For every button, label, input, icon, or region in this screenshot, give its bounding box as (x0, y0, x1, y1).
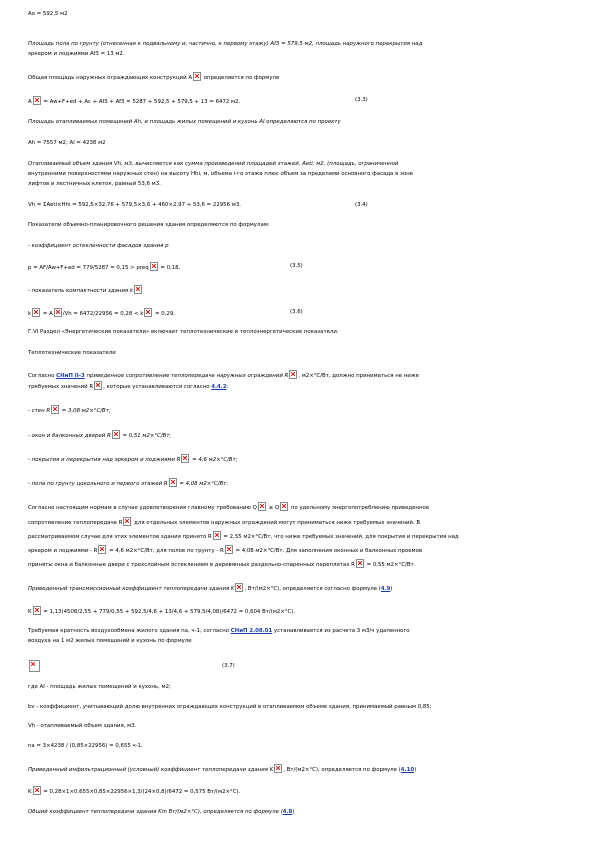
text: Площадь пола по грунту (отнесенная к подвальному и, частично, к первому этажу) Af3 = 579,5 м2, площадь наружного перекрытия над (28, 41, 423, 47)
broken-image-icon (33, 786, 41, 795)
text: приняты окна и балконные двери с трехслойным остеклением в деревянных раздельно-спаренных переплетах R (28, 562, 355, 568)
text: по удельному энергопотреблению приведенное (289, 505, 430, 511)
text: = Aw+F+ed + Ac + Af3 + Af3 = 5287 + 592,5 + 579,5 + 13 = 6472 м2. (41, 99, 241, 105)
text: = 3,08 м2×°С/Вт; (60, 408, 111, 414)
text-line (28, 559, 415, 569)
text: Площадь отапливаемых помещений Ah, и площадь жилых помещений и кухонь Al определяются по проекту (28, 119, 341, 125)
text: = 0,55 м2×°С/Вт. (364, 562, 416, 568)
text-line (28, 180, 161, 188)
text-line (28, 722, 136, 730)
broken-image-icon (112, 430, 120, 439)
broken-image-icon (51, 405, 59, 414)
text: сопротивление теплопередаче R (28, 520, 123, 526)
text: = 2,55 м2×°С/Вт, что ниже требуемых значений, для покрытия и перекрытия над (221, 534, 459, 540)
text: Vh - отапливаемый объем здания, м3. (28, 723, 137, 729)
broken-image-icon (193, 72, 201, 81)
text-line (28, 683, 171, 691)
text: = 1,13(4508/2,55 + 779/0,55 + 592,5/4,6 + 13/4,6 + 579,5/4,08)/6472 = 0,604 Вт/(м2×°С). (41, 609, 296, 615)
snip-2-08-01-link[interactable]: СНиП 2.08.01 (230, 628, 273, 634)
equation-line (28, 606, 295, 616)
text-line (28, 545, 422, 555)
snip-ii-3-link[interactable]: СНиП II-3 (56, 373, 85, 379)
broken-image-icon (181, 454, 189, 463)
equation-number: (3.6) (290, 309, 303, 315)
list-item (28, 430, 171, 440)
section-heading (28, 349, 116, 357)
text: Согласно (28, 373, 57, 379)
text: ≤ Q (266, 505, 280, 511)
text: bv - коэффициент, учитывающий долю внутренних ограждающих конструкций в отапливаемом объеме здания, принимаемый равным 0,85; (28, 704, 432, 710)
text: Теплотехнические показатели (28, 350, 116, 356)
text: /Vh = 6472/22956 = 0,28 < k (62, 311, 144, 317)
text: Vh = ΣAeti×Hhi = 592,5×32,76 + 579,5×3,6 + 460×2,97 + 53,6 = 22956 м3. (28, 202, 241, 208)
text-line (28, 764, 416, 774)
text: = A (41, 311, 53, 317)
text: - окон и балконных дверей R (28, 433, 111, 439)
text: определяется по формуле (202, 75, 280, 81)
formula-4-9-link[interactable]: 4.9 (380, 586, 391, 592)
text: устанавливается из расчета 3 м3/ч удаленного (272, 628, 410, 634)
broken-image-icon (32, 308, 40, 317)
broken-image-icon (29, 660, 40, 672)
equation-number: (3.4) (355, 202, 368, 208)
text-line (28, 10, 68, 18)
text: = 0,51 м2×°С/Вт; (120, 433, 172, 439)
text: - покрытия и перекрытия над эркером и лоджиями R (28, 457, 181, 463)
text: приведенное сопротивление теплопередаче наружных ограждений R (84, 373, 289, 379)
text: - пола по грунту цокольного и первого этажей R (28, 481, 168, 487)
text-line (28, 381, 228, 391)
formula-4-10-link[interactable]: 4.10 (400, 767, 415, 773)
text: Aо = 592,5 м2 (28, 11, 68, 17)
text: Согласно настоящим нормам в случае удовлетворения главному требованию Q (28, 505, 257, 511)
text-line (28, 328, 339, 336)
text: Ah = 7557 м2; Al = 4238 м2 (28, 140, 106, 146)
text: - показатель компактности здания k (28, 288, 133, 294)
list-item (28, 478, 228, 488)
equation-line (28, 262, 180, 272)
text-line (28, 170, 413, 178)
text: , м2×°С/Вт, должно приниматься не ниже (298, 373, 419, 379)
text: = 4,08 м2×°С/Вт. Для заполнения оконных и балконных проемов (233, 548, 423, 554)
equation-line (28, 308, 175, 318)
list-item (28, 454, 238, 464)
text: = 4,6 м2×°С/Вт, для полов по грунту - R (107, 548, 224, 554)
text-line (28, 160, 398, 168)
text: для отдельных элементов наружных ограждений могут приниматься ниже требуемых значений. В (132, 520, 421, 526)
broken-image-icon (33, 606, 41, 615)
text: эркером и лоджиями - R (28, 548, 98, 554)
text: Общий коэффициент теплопередачи здания Km Вт/(м2×°С), определяется по формуле ( (28, 809, 283, 815)
text-line (28, 627, 410, 635)
text: na = 3×4238 / (0,85×22956) = 0,655 ч-1. (28, 743, 143, 749)
text: внутренними поверхностями наружных стен) на высоту Hhi, м, объема i-го этажа плюс объем за пределами основного фасада в зоне (28, 171, 413, 177)
broken-image-icon (258, 502, 266, 511)
text-line (28, 502, 429, 512)
text: Отапливаемый объем здания Vh, м3, вычисляется как сумма произведений площадей этажей, Aeti, м2, (площадь, ограниченной (28, 161, 399, 167)
text: Приведенный трансмиссионный коэффициент теплопередачи здания K (28, 586, 235, 592)
text: - стен R (28, 408, 51, 414)
broken-image-icon (54, 308, 62, 317)
text-line (28, 370, 419, 380)
text: ) (414, 767, 417, 773)
text-line (28, 72, 279, 82)
text: = 0,18. (158, 265, 181, 271)
text: K (28, 609, 32, 615)
formula-4-8-link[interactable]: 4.8 (282, 809, 293, 815)
broken-image-icon (33, 96, 41, 105)
equation-line (28, 660, 41, 673)
equation-number: (3.5) (290, 263, 303, 269)
text: = 4,6 м2×°С/Вт; (190, 457, 238, 463)
text-line (28, 285, 143, 295)
broken-image-icon (94, 381, 102, 390)
text-line (28, 517, 420, 527)
broken-image-icon (150, 262, 158, 271)
text: k (28, 311, 32, 317)
broken-image-icon (289, 370, 297, 379)
text: требуемых значений R (28, 384, 94, 390)
text: - коэффициент остекленности фасадов здания p (28, 243, 169, 249)
text: Общая площадь наружных ограждающих конструкций A (28, 75, 193, 81)
equation-line (28, 786, 240, 796)
text: Приведенный инфильтрационный (условный) коэффициент теплопередачи здания K (28, 767, 274, 773)
text: Требуемая кратность воздухообмена жилого здания na, ч-1, согласно (28, 628, 231, 634)
text: , Вт/(м2×°С), определяется по формуле ( (283, 767, 401, 773)
equation-number: (3.3) (355, 97, 368, 103)
text-line (28, 583, 393, 593)
text: , Вт/(м2×°С), определяется согласно формуле ( (244, 586, 381, 592)
text-line (28, 139, 106, 147)
broken-image-icon (213, 531, 221, 540)
text-line (28, 808, 294, 816)
text-line (28, 118, 341, 126)
text: K (28, 789, 32, 795)
list-item (28, 405, 111, 415)
text-line (28, 242, 169, 250)
broken-image-icon (280, 502, 288, 511)
text: эркером и лоджиями Af3 = 13 м2. (28, 51, 125, 57)
broken-image-icon (356, 559, 364, 568)
text-line (28, 703, 432, 711)
clause-4-4-2-link[interactable]: 4.4.2 (211, 384, 227, 390)
text: лифтов и лестничных клеток, равный 53,6 м3. (28, 181, 161, 187)
equation-number: (3.7) (222, 663, 235, 669)
text-line (28, 50, 125, 58)
equation-line (28, 201, 241, 209)
text: = 4,08 м2×°С/Вт. (177, 481, 229, 487)
broken-image-icon (274, 764, 282, 773)
text: = 0,29. (153, 311, 175, 317)
broken-image-icon (235, 583, 243, 592)
text: = 0,28×1×0,655×0,85×22956×1,3/(24×0,8)/6472 = 0,575 Вт/(м2×°С). (41, 789, 241, 795)
text: A (28, 99, 32, 105)
text: Показатели объемно-планировочного решения здания определяются по формулам: (28, 222, 270, 228)
text: , которые устанавливаются согласно (103, 384, 212, 390)
text: воздуха на 1 м2 жилых помещений и кухонь по формуле (28, 638, 192, 644)
text-line (28, 531, 459, 541)
broken-image-icon (144, 308, 152, 317)
broken-image-icon (123, 517, 131, 526)
text: рассматриваемом случае для этих элементов здания принято R (28, 534, 212, 540)
text-line (28, 221, 270, 229)
text: ) (390, 586, 393, 592)
equation-line (28, 96, 240, 106)
text: : (226, 384, 229, 390)
text-line (28, 40, 422, 48)
broken-image-icon (225, 545, 233, 554)
text: Г.VI Раздел «Энергетические показатели» включает теплотехнические и теплоэнергетические показатели. (28, 329, 339, 335)
broken-image-icon (134, 285, 142, 294)
text: где Al - площадь жилых помещений и кухонь, м2; (28, 684, 171, 690)
broken-image-icon (169, 478, 177, 487)
text: p = AF/Aw+F+ed = 779/5287 = 0,15 > preq (28, 265, 149, 271)
equation-line (28, 742, 143, 750)
broken-image-icon (98, 545, 106, 554)
text-line (28, 637, 192, 645)
text: ) (292, 809, 295, 815)
